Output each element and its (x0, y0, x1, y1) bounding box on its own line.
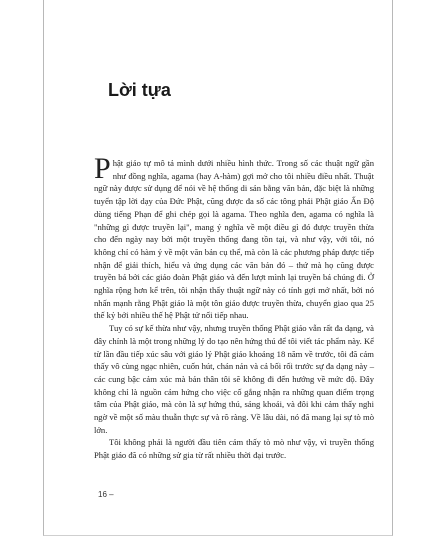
paragraph-1-text: hật giáo tự mô tả mình dưới nhiều hình thức. Trong số các thuật ngữ gần như đồng nghĩa, agama (hay A-hàm) gợi mở cho tôi nhiều điều nhất. Thuật ngữ này được sử dụng để nói về hệ thống di sản bằng văn bản, đặc biệt là những tuyển tập lời dạy của Đức Phật, cũng được đa số các tông phái Phật giáo Ấn Độ dùng tiếng Phạn để ghi chép gọi là agama. Theo nghĩa đen, agama có nghĩa là "những gì được truyền lại", mang ý nghĩa về một điều gì đó được truyền thừa cho đến ngày nay bởi một truyền thống đang tồn tại, và như vậy, với tôi, nó không chỉ có hàm ý về một văn bản cụ thể, mà còn là các phương pháp được tiếp nhận để giải thích, hiểu và ứng dụng các văn bản đó – thứ mà họ cũng được truyền bá bởi các giáo đoàn Phật giáo và đến lượt mình lại truyền bá chúng đi. Ở nghĩa rộng hơn kể trên, tôi nhận thấy thuật ngữ này có tính gợi mở nhất, bởi nó nhấn mạnh rằng Phật giáo là một tôn giáo được truyền thừa, chuyển giao qua 25 thế kỷ bởi nhiều thế hệ Phật tử nối tiếp nhau. (94, 158, 374, 321)
paragraph-3: Tôi không phải là người đầu tiên cảm thấy tò mò như vậy, vì truyền thống Phật giáo đã có những sử gia từ rất nhiều thời đại trước. (94, 437, 374, 461)
drop-cap: P (94, 152, 111, 185)
paragraph-2: Tuy có sự kế thừa như vậy, nhưng truyền thống Phật giáo vẫn rất đa dạng, và đây chính là một trong những lý do tạo nên hứng thú để tôi viết tác phẩm này. Kể từ lần đầu tiếp xúc sâu với giáo lý Phật giáo khoảng 18 năm về trước, tôi đã cảm thấy vô cùng ngạc nhiên, cuốn hút, chán nản và cả bối rối trước sự đa dạng này – các cung bậc cảm xúc mà bản thân tôi sẽ không đi đến hướng về mức độ. Đây không chỉ là nguồn cảm hứng cho việc cố gắng nhận ra những quan điểm trọng tâm của Phật giáo, mà còn là sự hứng thú, sảng khoái, và đôi khi cảm thấy nghi ngờ về một số màu thuẫn thực sự và rõ ràng. Về lâu dài, nó đã mang lại sự tò mò lớn. (94, 323, 374, 435)
page-marker: – (109, 490, 114, 499)
page-footer (98, 490, 114, 499)
paragraph-1 (94, 152, 374, 322)
body-text (94, 152, 374, 462)
page-number: 16 (98, 490, 107, 499)
chapter-heading: Lời tựa (108, 80, 171, 100)
book-page (43, 0, 393, 536)
